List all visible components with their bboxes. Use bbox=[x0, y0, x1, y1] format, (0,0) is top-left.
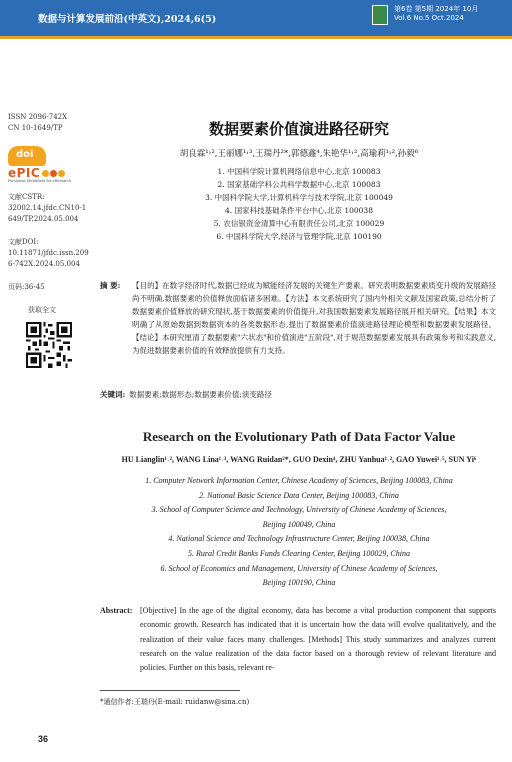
chinese-abstract bbox=[100, 279, 496, 357]
issue-info bbox=[372, 2, 484, 34]
issn: ISSN 2096-742X bbox=[8, 113, 68, 121]
affiliation-line: 4. National Science and Technology Infrastructure Center, Beijing 100038, China bbox=[168, 534, 430, 544]
english-abstract-text: [Objective] In the age of the digital economy, data has become a vital production component that supports economic growth. Research has indicated that it is uncertain how the data will evolve qualitatively, and the realization of their value faces many challenges. [Methods] This study summarizes and analyzes current research on the value realization of the data factor based on a thorough review of relevant literature and policies. Further on this basis, relevant re- bbox=[140, 606, 496, 673]
affiliation-line: 4. 国家科技基础条件平台中心,北京 100038 bbox=[225, 206, 373, 215]
page-number: 36 bbox=[38, 734, 49, 744]
journal-header-bar bbox=[0, 0, 512, 39]
english-title: Research on the Evolutionary Path of Data Factor Value bbox=[142, 429, 456, 444]
chinese-keywords-label: 关键词: bbox=[100, 390, 126, 399]
affiliation-line: 3. 中国科学院大学,计算机科学与技术学院,北京 100049 bbox=[205, 193, 393, 202]
affiliation-line: 1. 中国科学院计算机网络信息中心,北京 100083 bbox=[217, 167, 381, 176]
journal-name: 数据与计算发展前沿(中英文),2024,6(5) bbox=[38, 14, 217, 25]
chinese-header-block bbox=[100, 118, 498, 243]
footnote-divider bbox=[100, 690, 240, 691]
english-abstract bbox=[100, 604, 496, 675]
issue-english: Vol.6 No.5 Oct.2024 bbox=[394, 14, 464, 22]
affiliation-line: Beijing 100190, China bbox=[262, 578, 336, 588]
affiliation-line: 5. Rural Credit Banks Funds Clearing Center, Beijing 100029, China bbox=[188, 548, 410, 558]
chinese-keywords-text: 数据要素;数据形态;数据要素价值;演变路径 bbox=[129, 390, 272, 399]
chinese-affiliations bbox=[100, 165, 498, 243]
qr-code-icon[interactable] bbox=[26, 322, 72, 368]
cstr-value[interactable]: 32002.14.jfdc.CN10-1649/TP.2024.05.004 bbox=[8, 204, 87, 223]
affiliation-line: 6. 中国科学院大学,经济与管理学院,北京 100190 bbox=[216, 232, 382, 241]
english-abstract-label: Abstract: bbox=[100, 606, 133, 615]
chinese-abstract-label: 摘 要: bbox=[100, 281, 121, 290]
corresponding-author-footnote: *通信作者:王瑞丹(E-mail: ruidanw@sina.cn) bbox=[100, 698, 250, 706]
doi-logo: doi bbox=[8, 146, 46, 166]
cstr-label: 文献CSTR: bbox=[8, 193, 45, 201]
journal-cover-thumbnail bbox=[372, 5, 388, 25]
affiliation-line: 5. 农信银资金清算中心有限责任公司,北京 100029 bbox=[213, 219, 385, 228]
epic-dots-icon bbox=[42, 170, 66, 177]
epic-logo: ePIC bbox=[8, 166, 41, 180]
chinese-title: 数据要素价值演进路径研究 bbox=[208, 120, 389, 138]
affiliation-line: Beijing 100049, China bbox=[262, 519, 336, 529]
get-fulltext-label: 获取全文 bbox=[28, 306, 56, 314]
page-range: 页码:36-45 bbox=[8, 283, 45, 291]
cn-number: CN 10-1649/TP bbox=[8, 124, 63, 132]
sidebar bbox=[8, 112, 90, 372]
chinese-authors: 胡良霖¹˒²,王丽娜¹˒³,王瑞丹²*,郭德鑫⁴,朱艳华¹˒²,高瑜莉¹˒²,孙毅⁶ bbox=[179, 149, 419, 159]
english-authors: HU Lianglin¹˒², WANG Lina¹˒³, WANG Ruidan²*, GUO Dexin⁴, ZHU Yanhua¹˒², GAO Yuwei¹˒⁵, SUN Yi⁶ bbox=[121, 455, 477, 464]
issue-chinese: 第6卷 第5期 2024年 10月 bbox=[394, 5, 479, 13]
doi-label: 文献DOI: bbox=[8, 238, 39, 246]
english-affiliations bbox=[100, 474, 498, 591]
epic-tagline: Persistent Identifiers for eResearch bbox=[8, 179, 72, 183]
affiliation-line: 2. National Basic Science Data Center, Beijing 100083, China bbox=[199, 490, 399, 500]
doi-value[interactable]: 10.11871/jfdc.issn.2096-742X.2024.05.004 bbox=[8, 249, 89, 268]
affiliation-line: 6. School of Economics and Management, University of Chinese Academy of Sciences, bbox=[160, 563, 438, 573]
affiliation-line: 3. School of Computer Science and Technology, University of Chinese Academy of Sciences, bbox=[151, 505, 447, 515]
affiliation-line: 1. Computer Network Information Center, Chinese Academy of Sciences, Beijing 100083, China bbox=[145, 476, 453, 485]
chinese-abstract-text: 【目的】在数字经济时代,数据已经成为赋能经济发展的关键生产要素。研究表明数据要素质变升级的发展路径尚不明确,数据要素的价值释放面临诸多困难。【方法】本文系统研究了国内外相关文献及国家政策,总结分析了数据要素价值释放的研究现状,基于数据要素的价值提升,对我国数据要素发展路径展开相关研究。【结果】本文明确了从原始数据到数据资本的各类数据形态,提出了数据要素价值演进路径理论模型和数据要素发展路径。【结论】本研究厘清了数据要素"六状态"和价值演进"五阶段",对于规范数据要素发展具有政策参考和实践意义,为促进数据要素价值的有效释放提供有力支持。 bbox=[132, 281, 496, 355]
affiliation-line: 2. 国家基础学科公共科学数据中心,北京 100083 bbox=[217, 180, 381, 189]
chinese-keywords bbox=[100, 389, 272, 400]
